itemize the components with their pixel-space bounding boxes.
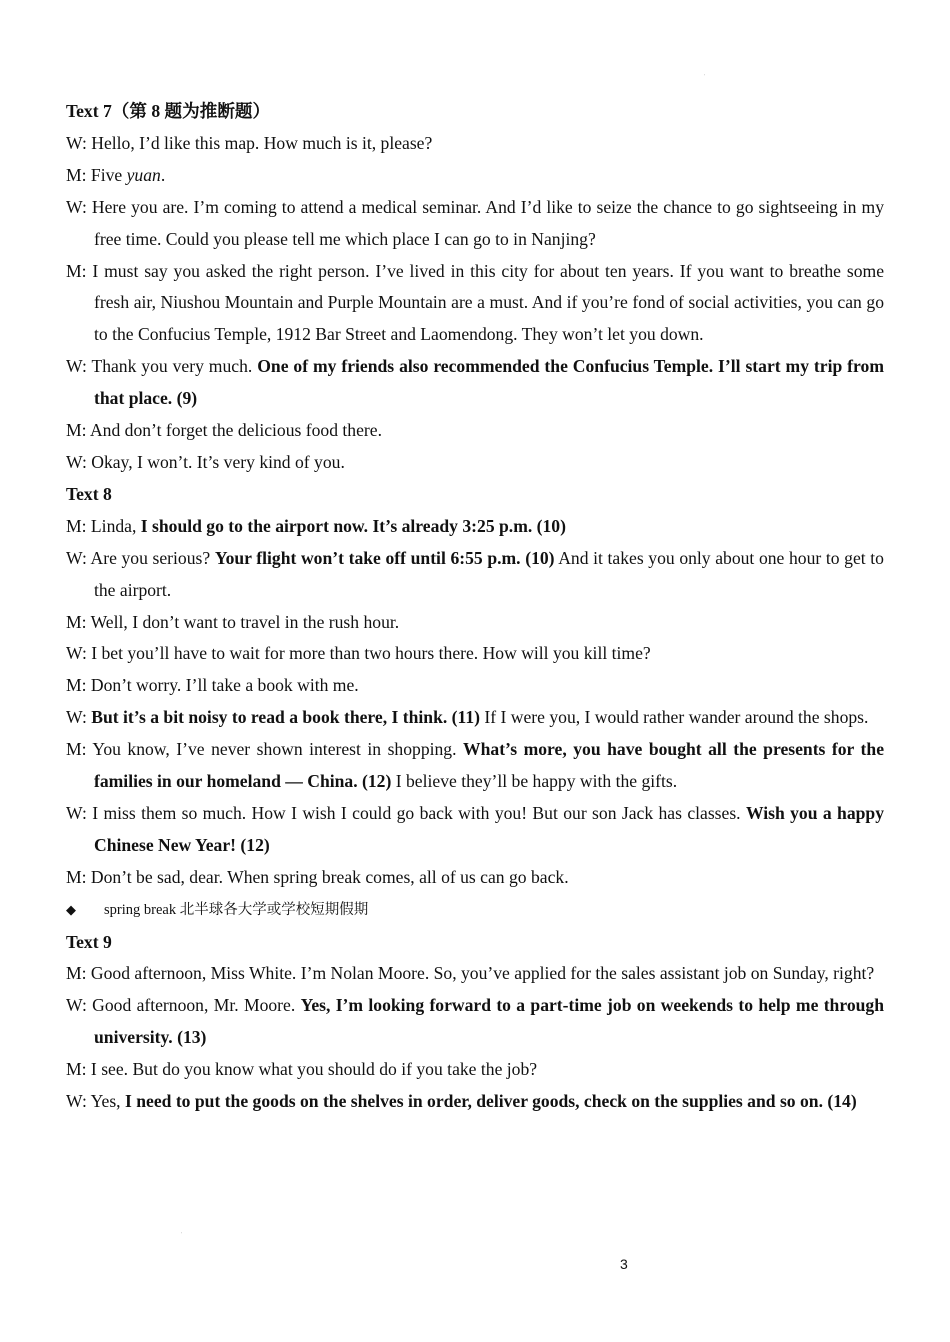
text7-heading: Text 7（第 8 题为推断题） (66, 101, 271, 121)
answer-key-sentence: Wish you a happy Chinese New Year! (12) (94, 802, 884, 855)
dialogue-line (66, 511, 884, 543)
dialogue-text: W: Okay, I won’t. It’s very kind of you. (66, 451, 345, 472)
answer-key-sentence: I should go to the airport now. It’s already 3:25 p.m. (10) (140, 515, 566, 536)
answer-key-sentence: Yes, I’m looking forward to a part-time job on weekends to help me through university. (13) (94, 995, 884, 1048)
text9-dialogue (66, 958, 884, 1118)
dialogue-text: If I were you, I would rather wander around the shops. (480, 707, 869, 728)
dialogue-line (66, 128, 884, 160)
vocab-note-text: spring break 北半球各大学或学校短期假期 (104, 901, 369, 918)
dialogue-text: M: Don’t be sad, dear. When spring break comes, all of us can go back. (66, 866, 569, 887)
dialogue-line (66, 958, 884, 990)
dialogue-text: W: Hello, I’d like this map. How much is it, please? (66, 132, 433, 153)
dialogue-line (66, 447, 884, 479)
dialogue-line (66, 607, 884, 639)
dialogue-text: W: (66, 707, 92, 728)
dialogue-text: M: I must say you asked the right person. I’ve lived in this city for about ten years. If you want to breathe some fresh air, Niushou Mountain and Purple Mountain are a must. And if you’re fond of social activities, you can go to the Confucius Temple, 1912 Bar Street and Laomendong. They won’t let you down. (66, 260, 884, 345)
vocab-note (66, 894, 884, 927)
scan-mark: ' (704, 74, 706, 80)
diamond-bullet-icon: ◆ (66, 901, 76, 917)
dialogue-line (66, 543, 884, 607)
answer-key-sentence: I need to put the goods on the shelves in order, deliver goods, check on the supplies and so on. (14) (124, 1091, 857, 1112)
answer-key-sentence: What’s more, you have bought all the presents for the families in our homeland — China. (12) (94, 739, 884, 792)
dialogue-text: . (160, 164, 166, 185)
dialogue-text: I believe they’ll be happy with the gifts. (391, 771, 678, 792)
text9-heading: Text 9 (66, 931, 112, 952)
dialogue-text: M: Five (66, 164, 127, 185)
dialogue-text: And it takes you only about one hour to get to the airport. (94, 547, 884, 600)
dialogue-text: W: Are you serious? (66, 547, 215, 568)
dialogue-text: M: Don’t worry. I’ll take a book with me. (66, 675, 359, 696)
dialogue-text: W: Thank you very much. (66, 356, 258, 377)
dialogue-text: W: Here you are. I’m coming to attend a medical seminar. And I’d like to seize the chance to go sightseeing in my free time. Could you please tell me which place I can go to in Nanjing? (66, 196, 884, 249)
dialogue-line (66, 862, 884, 894)
dialogue-line (66, 256, 884, 352)
page-number: 3 (620, 1256, 628, 1272)
dialogue-text: W: I miss them so much. How I wish I could go back with you! But our son Jack has classes. (66, 802, 746, 823)
dialogue-line (66, 734, 884, 798)
answer-key-sentence: One of my friends also recommended the Confucius Temple. I’ll start my trip from that place. (9) (94, 356, 884, 409)
dialogue-line (66, 1086, 884, 1118)
dialogue-text: M: Well, I don’t want to travel in the rush hour. (66, 611, 400, 632)
dialogue-text: M: Good afternoon, Miss White. I’m Nolan Moore. So, you’ve applied for the sales assistant job on Sunday, right? (66, 963, 875, 984)
text8-heading: Text 8 (66, 483, 112, 504)
dialogue-line (66, 351, 884, 415)
dialogue-line (66, 990, 884, 1054)
text8-dialogue (66, 511, 884, 894)
dialogue-text: W: Good afternoon, Mr. Moore. (66, 995, 301, 1016)
dialogue-text: W: I bet you’ll have to wait for more than two hours there. How will you kill time? (66, 643, 651, 664)
dialogue-text: W: Yes, (66, 1091, 125, 1112)
answer-key-sentence: But it’s a bit noisy to read a book there, I think. (11) (91, 707, 480, 728)
dialogue-line (66, 160, 884, 192)
dialogue-text: M: You know, I’ve never shown interest in shopping. (66, 739, 464, 760)
dialogue-line (66, 702, 884, 734)
answer-key-sentence: Your flight won’t take off until 6:55 p.m. (10) (214, 547, 555, 568)
dialogue-line (66, 670, 884, 702)
dialogue-line (66, 638, 884, 670)
scan-mark: ' (181, 1232, 183, 1238)
dialogue-line (66, 192, 884, 256)
dialogue-line (66, 415, 884, 447)
dialogue-line (66, 798, 884, 862)
dialogue-line (66, 1054, 884, 1086)
text7-dialogue (66, 128, 884, 479)
dialogue-text: M: And don’t forget the delicious food there. (66, 420, 382, 441)
dialogue-text: M: Linda, (66, 515, 141, 536)
dialogue-text: M: I see. But do you know what you should do if you take the job? (66, 1059, 538, 1080)
page-content (66, 96, 884, 1118)
dialogue-text: yuan (126, 164, 161, 185)
